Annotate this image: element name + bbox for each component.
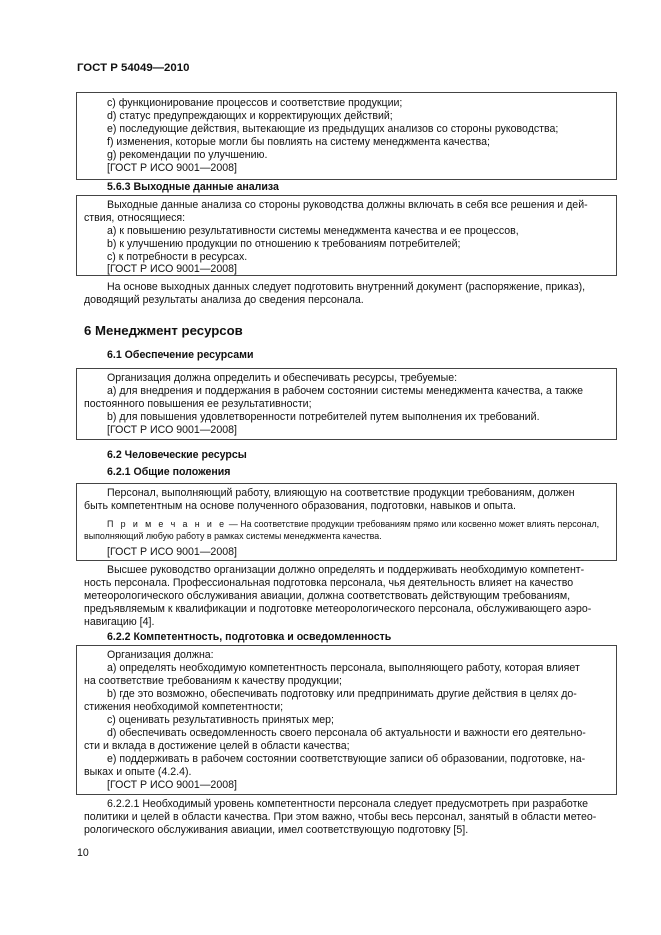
- paragraph-line: Выходные данные анализа со стороны руководства должны включать в себя все решения и дей-: [107, 199, 588, 211]
- list-item: g) рекомендации по улучшению.: [107, 149, 268, 161]
- list-item: b) к улучшению продукции по отношению к требованиям потребителей;: [107, 238, 461, 250]
- list-item: стижения необходимой компетентности;: [84, 701, 284, 713]
- paragraph-line: доводящий результаты анализа до сведения персонала.: [84, 294, 364, 306]
- section-heading-5-6-3: 5.6.3 Выходные данные анализа: [107, 181, 279, 193]
- list-item: сти и вклада в достижение целей в области качества;: [84, 740, 350, 752]
- source-reference: [ГОСТ Р ИСО 9001—2008]: [107, 263, 237, 275]
- paragraph-line: Высшее руководство организации должно определять и поддерживать необходимую компетент-: [107, 564, 585, 576]
- list-item: b) для повышения удовлетворенности потребителей путем выполнения их требований.: [107, 411, 540, 423]
- paragraph-line: 6.2.2.1 Необходимый уровень компетентности персонала следует предусмотреть при разработке: [107, 798, 589, 810]
- paragraph-line: метеорологического обслуживания авиации, должна соответствовать действующим требованиям,: [84, 590, 571, 602]
- paragraph-line: Организация должна:: [107, 649, 214, 661]
- section-heading-6-1: 6.1 Обеспечение ресурсами: [107, 349, 254, 361]
- list-item: a) к повышению результативности системы менеджмента качества и ее процессов,: [107, 225, 519, 237]
- note-text: — На соответствие продукции требованиям прямо или косвенно может влиять персонал,: [226, 519, 600, 529]
- list-item: постоянного повышения ее результативности;: [84, 398, 312, 410]
- section-heading-6-2: 6.2 Человеческие ресурсы: [107, 449, 247, 461]
- source-reference: [ГОСТ Р ИСО 9001—2008]: [107, 779, 237, 791]
- list-item: d) обеспечивать осведомленность своего персонала об актуальности и важности его деятельно-: [107, 727, 586, 739]
- list-item: на соответствие требованиям к качеству продукции;: [84, 675, 342, 687]
- list-item: a) для внедрения и поддержания в рабочем состоянии системы менеджмента качества, а также: [107, 385, 584, 397]
- list-item: c) оценивать результативность принятых мер;: [107, 714, 334, 726]
- list-item: e) поддерживать в рабочем состоянии соответствующие записи об образовании, подготовке, на-: [107, 753, 586, 765]
- paragraph-line: На основе выходных данных следует подготовить внутренний документ (распоряжение, приказ),: [107, 281, 586, 293]
- list-item: c) функционирование процессов и соответствие продукции;: [107, 97, 403, 109]
- note-label: П р и м е ч а н и е: [107, 519, 227, 529]
- section-heading-6: 6 Менеджмент ресурсов: [84, 323, 243, 338]
- list-item: b) где это возможно, обеспечивать подготовку или предпринимать другие действия в целях до-: [107, 688, 577, 700]
- source-reference: [ГОСТ Р ИСО 9001—2008]: [107, 162, 237, 174]
- paragraph-line: быть компетентным на основе полученного образования, подготовки, навыков и опыта.: [84, 500, 516, 512]
- paragraph-line: Персонал, выполняющий работу, влияющую на соответствие продукции требованиям, должен: [107, 487, 575, 499]
- section-heading-6-2-2: 6.2.2 Компетентность, подготовка и осведомленность: [107, 631, 392, 643]
- paragraph-line: предъявляемым к квалификации и подготовке метеорологического персонала, обслуживающего аэро-: [84, 603, 592, 615]
- source-reference: [ГОСТ Р ИСО 9001—2008]: [107, 424, 237, 436]
- paragraph-line: ность персонала. Профессиональная подготовка персонала, чья деятельность влияет на качество: [84, 577, 574, 589]
- list-item: d) статус предупреждающих и корректирующих действий;: [107, 110, 393, 122]
- list-item: выках и опыте (4.2.4).: [84, 766, 192, 778]
- document-header: ГОСТ Р 54049—2010: [77, 62, 190, 74]
- section-heading-6-2-1: 6.2.1 Общие положения: [107, 466, 231, 478]
- list-item: c) к потребности в ресурсах.: [107, 251, 248, 263]
- note-line: [107, 518, 639, 530]
- paragraph-line: рологического обслуживания авиации, имел соответствующую подготовку [5].: [84, 824, 469, 836]
- paragraph-line: ствия, относящиеся:: [84, 212, 186, 224]
- page-number: 10: [77, 847, 89, 859]
- source-reference: [ГОСТ Р ИСО 9001—2008]: [107, 546, 237, 558]
- paragraph-line: политики и целей в области качества. При этом важно, чтобы весь персонал, занятый в области метео-: [84, 811, 597, 823]
- list-item: a) определять необходимую компетентность персонала, выполняющего работу, которая влияет: [107, 662, 580, 674]
- paragraph-line: навигацию [4].: [84, 616, 155, 628]
- note-line: выполняющий любую работу в рамках системы менеджмента качества.: [84, 531, 382, 541]
- list-item: f) изменения, которые могли бы повлиять на систему менеджмента качества;: [107, 136, 490, 148]
- paragraph-line: Организация должна определить и обеспечивать ресурсы, требуемые:: [107, 372, 458, 384]
- list-item: e) последующие действия, вытекающие из предыдущих анализов со стороны руководства;: [107, 123, 559, 135]
